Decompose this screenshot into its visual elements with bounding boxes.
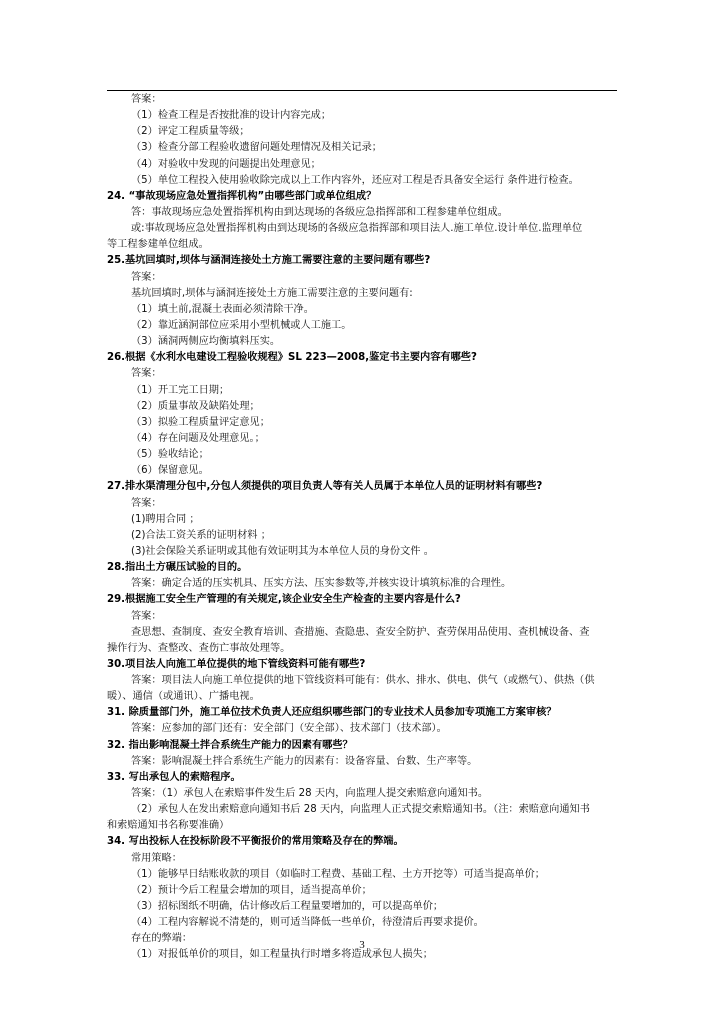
text-line: （2）靠近涵洞部位应采用小型机械或人工施工。 bbox=[131, 319, 352, 331]
text-line: （1）填土前,混凝土表面必须清除干净。 bbox=[131, 303, 314, 315]
text-line: （3）检查分部工程验收遗留问题处理情况及相关记录； bbox=[131, 142, 382, 154]
text-line: 常用策略： bbox=[131, 852, 182, 864]
text-line: 存在的弊端： bbox=[131, 933, 193, 945]
text-line: （2）预计今后工程量会增加的项目，适当提高单价； bbox=[131, 884, 372, 896]
question-heading: 27.排水渠清理分包中,分包人须提供的项目负责人等有关人员属于本单位人员的证明材料有哪些? bbox=[107, 481, 543, 493]
text-line: 答案： bbox=[131, 271, 162, 283]
text-line: （4）对验收中发现的问题提出处理意见； bbox=[131, 158, 321, 170]
text-line: 答案：应参加的部门还有：安全部门（安全部）、技术部门（技术部）。 bbox=[131, 723, 447, 735]
text-line: 查思想、查制度、查安全教育培训、查措施、查隐患、查安全防护、查劳保用品使用、查机械设备、查 bbox=[131, 626, 590, 638]
text-line: （3）涵洞两侧应均衡填料压实。 bbox=[131, 336, 281, 348]
text-line: （2）承包人在发出索赔意向通知书后 28 天内，向监理人正式提交索赔通知书。（注：索赔意向通知书 bbox=[131, 804, 590, 816]
text-line: 答案： bbox=[131, 368, 162, 380]
question-heading: 33. 写出承包人的索赔程序。 bbox=[107, 771, 241, 783]
text-line: 和索赔通知书名称要准确） bbox=[107, 820, 230, 832]
text-line: 答：事故现场应急处置指挥机构由到达现场的各级应急指挥部和工程参建单位组成。 bbox=[131, 206, 508, 218]
text-line: （2）质量事故及缺陷处理； bbox=[131, 400, 260, 412]
text-line: （3）拟验工程质量评定意见； bbox=[131, 416, 270, 428]
question-heading: 30.项目法人向施工单位提供的地下管线资料可能有哪些? bbox=[107, 658, 366, 670]
text-line: (2)合法工资关系的证明材料 ； bbox=[131, 529, 271, 541]
text-line: 答案：项目法人向施工单位提供的地下管线资料可能有：供水、排水、供电、供气（或燃气）、供热（供 bbox=[131, 675, 595, 687]
text-line: （1）能够早日结账收款的项目（如临时工程费、基础工程、土方开挖等）可适当提高单价； bbox=[131, 868, 545, 880]
text-line: （5）验收结论； bbox=[131, 449, 209, 461]
text-line: 答案： bbox=[131, 497, 162, 509]
text-line: 答案：确定合适的压实机具、压实方法、压实参数等,并核实设计填筑标准的合理性。 bbox=[131, 578, 512, 590]
question-heading: 28.指出土方碾压试验的目的。 bbox=[107, 562, 248, 574]
question-heading: 26.根据《水利水电建设工程验收规程》SL 223—2008,鉴定书主要内容有哪些? bbox=[107, 352, 477, 364]
header-rule bbox=[107, 90, 617, 91]
text-line: （1）开工完工日期； bbox=[131, 384, 230, 396]
text-line: 等工程参建单位组成。 bbox=[107, 239, 209, 251]
text-line: （2）评定工程质量等级； bbox=[131, 126, 250, 138]
text-line: （5）单位工程投入使用验收除完成以上工作内容外，还应对工程是否具备安全运行 条件进行检查。 bbox=[131, 174, 579, 186]
text-line: (3)社会保险关系证明或其他有效证明其为本单位人员的身份文件 。 bbox=[131, 545, 434, 557]
page-content bbox=[107, 92, 618, 964]
question-heading: 29.根据施工安全生产管理的有关规定,该企业安全生产检查的主要内容是什么? bbox=[107, 594, 461, 606]
text-line: 答案：（1）承包人在索赔事件发生后 28 天内，向监理人提交索赔意向通知书。 bbox=[131, 788, 489, 800]
text-line: （6）保留意见。 bbox=[131, 465, 209, 477]
text-line: （1）对报低单价的项目，如工程量执行时增多将造成承包人损失； bbox=[131, 949, 433, 961]
text-line: 答案： bbox=[131, 610, 162, 622]
text-line: (1)聘用合同 ； bbox=[131, 513, 200, 525]
text-line: （1）检查工程是否按批准的设计内容完成； bbox=[131, 110, 332, 122]
question-heading: 24. “事故现场应急处置指挥机构”由哪些部门或单位组成？ bbox=[107, 190, 377, 202]
text-line: 操作行为、查整改、查伤亡事故处理等。 bbox=[107, 642, 291, 654]
text-line: 基坑回填时,坝体与涵洞连接处土方施工需要注意的主要问题有: bbox=[131, 287, 413, 299]
text-line: 答案： bbox=[131, 94, 162, 105]
text-line: （3）招标图纸不明确，估计修改后工程量要增加的，可以提高单价； bbox=[131, 901, 444, 913]
question-heading: 25.基坑回填时,坝体与涵洞连接处土方施工需要注意的主要问题有哪些? bbox=[107, 255, 431, 267]
text-line: 或:事故现场应急处置指挥机构由到达现场的各级应急指挥部和项目法人.施工单位.设计单位.监理单位 bbox=[131, 223, 583, 235]
question-heading: 31. 除质量部门外，施工单位技术负责人还应组织哪些部门的专业技术人员参加专项施工方案审核？ bbox=[107, 707, 557, 719]
question-heading: 32. 指出影响混凝土拌合系统生产能力的因素有哪些？ bbox=[107, 739, 353, 751]
text-line: （4）存在问题及处理意见。； bbox=[131, 432, 265, 444]
page-number: 3 bbox=[359, 939, 365, 951]
question-heading: 34. 写出投标人在投标阶段不平衡报价的常用策略及存在的弊端。 bbox=[107, 836, 404, 848]
text-line: （4）工程内容解说不清楚的，则可适当降低一些单价，待澄清后再要求提价。 bbox=[131, 917, 484, 929]
text-line: 暖）、通信（或通讯）、广播电视。 bbox=[107, 691, 260, 703]
text-line: 答案：影响混凝土拌合系统生产能力的因素有：设备容量、台数、生产率等。 bbox=[131, 755, 478, 767]
